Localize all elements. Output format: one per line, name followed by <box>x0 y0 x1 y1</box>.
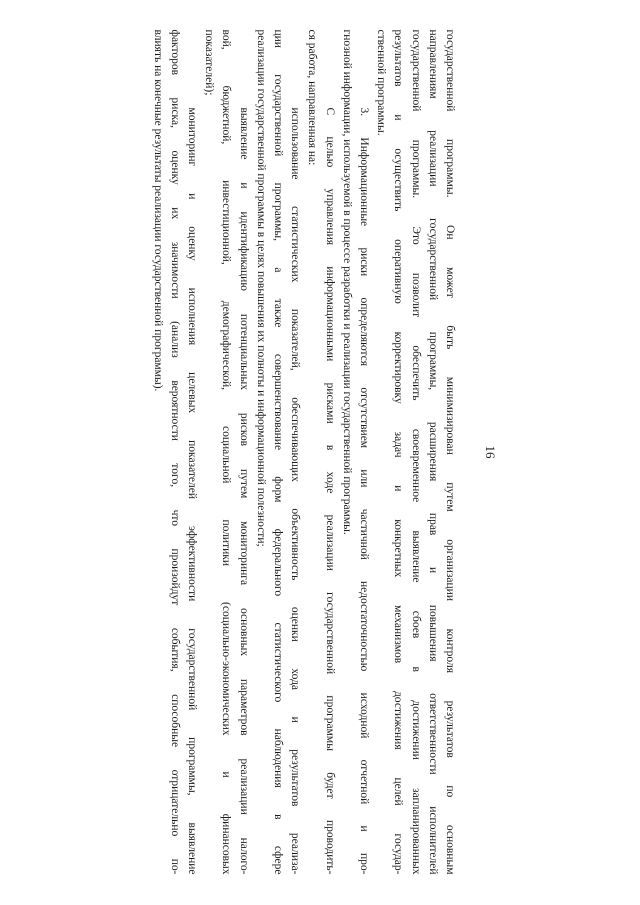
rotated-document-page <box>140 30 500 875</box>
text-line: показателей); <box>203 29 216 96</box>
text-line: вой, бюджетной, инвестиционной, демографической, социальной политики (социально-экономических и финансовых <box>220 29 233 875</box>
text-line: гнозной информации, используемой в процессе разработки и реализации государственной программы. <box>340 29 353 535</box>
text-line: факторов риска, оценку их значимости (анализ вероятности того, что произойдут события, способные отрицательно по- <box>168 29 181 875</box>
text-line: использование статистических показателей, обеспечивающих объективность оценки хода и результатов реализа- <box>289 107 302 875</box>
paragraph-info-risks <box>338 30 372 875</box>
text-line: ственной программы. <box>375 29 388 136</box>
text-line: ся работа, направленная на: <box>306 29 319 166</box>
text-line: результатов и осуществить оперативную корректировку задач и конкретных механизмов достижения целей государ- <box>392 29 405 875</box>
text-line: государственной программы. Он может быть минимизирован путем организации контроля результатов по основным <box>444 29 456 875</box>
paragraph-bullet-statistics <box>252 30 304 875</box>
text-line: ции государственной программы, а также совершенствование форм федерального статистического наблюдения в сфере <box>271 29 284 875</box>
page-number: 16 <box>483 445 498 459</box>
text-line: реализации государственной программы в целях повышения их полноты и информационной полезности; <box>254 29 267 547</box>
text-line: выявление и идентификацию потенциальных рисков путем мониторинга основных параметров реализации налого- <box>237 107 250 875</box>
text-line: направлениям реализации государственной программы, расширения прав и повышения ответственности исполнителей <box>426 29 439 875</box>
text-line: 3. Информационные риски определяются отсутствием или частичной недостаточностью исходной отчетной и про- <box>357 107 370 875</box>
text-line: С целью управления информационными рисками в ходе реализации государственной программы будет проводить- <box>323 107 336 875</box>
paragraph-risk-management <box>303 30 337 875</box>
text-line: влиять на конечные результаты реализации государственной программы). <box>151 29 164 392</box>
text-line: государственной программы. Это позволит обеспечить своевременное выявление сбоев в достижении запланированных <box>409 29 422 875</box>
paragraph-continuation <box>372 30 458 875</box>
text-line: мониторинг и оценку исполнения целевых показателей эффективности государственной программы, выявление <box>185 107 198 875</box>
paragraph-bullet-monitoring <box>148 30 200 875</box>
document-body <box>148 30 458 875</box>
paragraph-bullet-identification <box>200 30 252 875</box>
